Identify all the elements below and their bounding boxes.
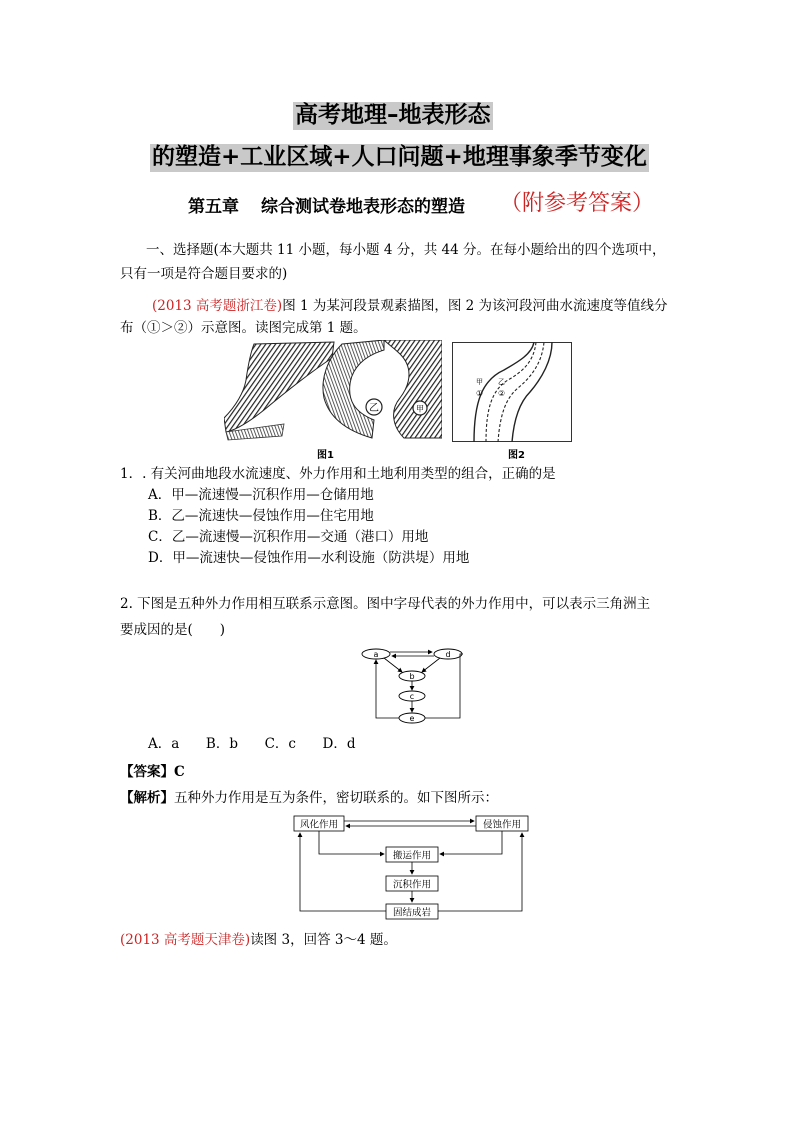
appendix-note: （附参考答案）	[500, 191, 655, 216]
context2-source: (2013 高考题天津卷)	[120, 932, 251, 948]
q2-option-c: C．c	[264, 736, 296, 752]
q1-option-a: A．甲—流速慢—沉积作用—仓储用地	[148, 487, 374, 503]
analysis-label: 【解析】	[120, 790, 174, 806]
chapter-heading	[188, 192, 465, 217]
fig2-label-c2: ②	[498, 389, 506, 398]
flow-node-lithification: 固结成岩	[392, 907, 432, 919]
answer-value: C	[174, 764, 185, 780]
q2-stem-line2: 要成因的是( )	[120, 622, 226, 638]
context1-source: (2013 高考题浙江卷)	[152, 298, 283, 314]
q1-option-c: C．乙—流速慢—沉积作用—交通（港口）用地	[148, 529, 429, 545]
flow-node-transport: 搬运作用	[392, 850, 432, 862]
node-b: b	[409, 672, 415, 681]
page-title-line1: 高考地理–地表形态	[295, 102, 491, 128]
chapter-number: 第五章	[188, 197, 239, 217]
q2-stem-line1: 2. 下图是五种外力作用相互联系示意图。图中字母代表的外力作用中，可以表示三角洲主	[120, 596, 651, 612]
q2-flow-diagram	[292, 814, 532, 922]
chapter-title: 综合测试卷地表形态的塑造	[261, 197, 465, 217]
answer-label: 【答案】	[120, 764, 174, 780]
q1-stem: 1．. 有关河曲地段水流速度、外力作用和土地利用类型的组合，正确的是	[120, 466, 556, 482]
context1-line1	[152, 296, 668, 317]
node-c: c	[409, 692, 415, 701]
q1-option-b: B．乙—流速快—侵蚀作用—住宅用地	[148, 508, 374, 524]
fig2-label-c1: ①	[476, 389, 484, 398]
figure1-landscape-sketch	[224, 340, 442, 442]
q2-answer	[120, 762, 185, 783]
figure2-velocity-contours	[452, 342, 572, 442]
context2-text: 读图 3，回答 3～4 题。	[250, 932, 397, 948]
context1-text-a: 图 1 为某河段景观素描图，图 2 为该河段河曲水流速度等值线分	[282, 298, 668, 314]
fig2-caption: 图2	[508, 450, 525, 461]
fig1-label-yi: 乙	[369, 403, 379, 414]
q2-option-d: D．d	[322, 736, 356, 752]
flow-node-weathering: 风化作用	[299, 819, 339, 831]
q2-option-a: A．a	[148, 736, 180, 752]
q2-options	[148, 734, 356, 755]
fig1-caption: 图1	[317, 450, 334, 461]
node-a: a	[373, 650, 379, 659]
fig1-label-jia: 甲	[416, 404, 424, 414]
fig2-label-jia: 甲	[476, 378, 483, 386]
node-e: e	[409, 714, 415, 723]
fig2-label-yi: 乙	[498, 378, 505, 386]
analysis-text: 五种外力作用是互为条件，密切联系的。如下图所示：	[174, 790, 498, 806]
flow-node-erosion: 侵蚀作用	[482, 819, 522, 831]
page-title-line2: 的塑造+工业区域+人口问题+地理事象季节变化	[152, 144, 647, 170]
flow-node-deposition: 沉积作用	[392, 879, 432, 891]
q2-option-b: B．b	[205, 736, 238, 752]
q2-letter-diagram	[356, 644, 466, 726]
q2-analysis	[120, 788, 498, 809]
section-intro-line1: 一、选择题(本大题共 11 小题，每小题 4 分，共 44 分。在每小题给出的四个选项中，	[146, 242, 666, 258]
q1-option-d: D．甲—流速快—侵蚀作用—水利设施（防洪堤）用地	[148, 550, 470, 566]
section-intro-line2: 只有一项是符合题目要求的)	[120, 266, 288, 282]
context2-line	[120, 930, 397, 951]
node-d: d	[445, 650, 451, 659]
context1-line2: 布（①＞②）示意图。读图完成第 1 题。	[120, 320, 367, 336]
